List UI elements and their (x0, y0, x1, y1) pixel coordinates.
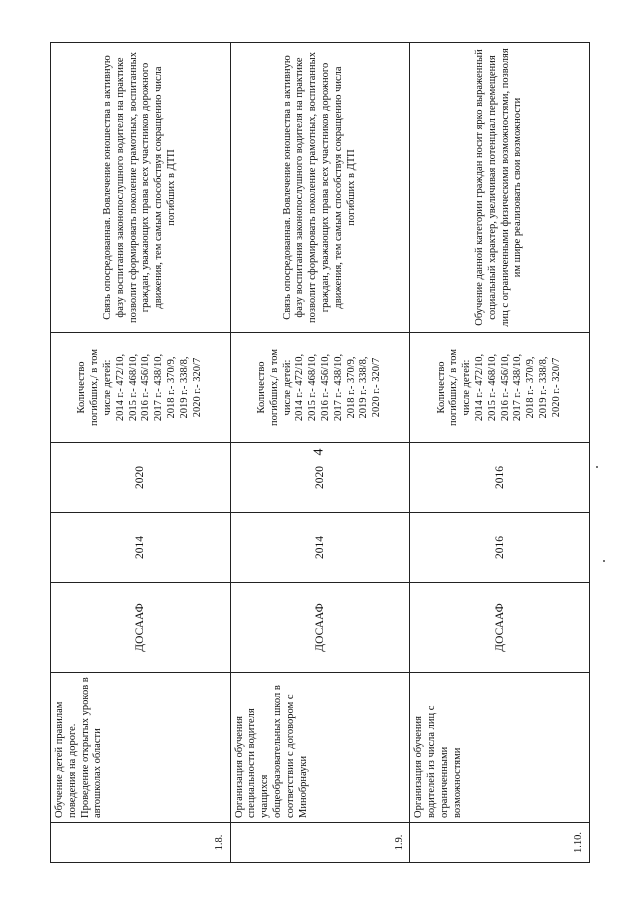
row-number: 1.10. (410, 822, 590, 862)
executor-cell: ДОСААФ (51, 582, 231, 672)
indicator-value: 2017 г.- 438/10, (153, 353, 165, 421)
indicator-value: 2020 г.- 320/7 (371, 357, 383, 417)
scan-speck (603, 560, 605, 562)
indicator-value: 2015 г.- 468/10, (127, 353, 139, 421)
description-cell: Обучение данной категории граждан носит ярко выраженный социальный характер, увеличивая потенциал перемещения лиц с ограниченными физическими возможностями, позволяя им шире реализовать свои возможности (410, 42, 590, 332)
indicator-value: 2014 г.- 472/10, (474, 353, 486, 421)
indicator-value: 2016 г.- 456/10, (319, 353, 331, 421)
table-row (410, 42, 590, 862)
start-year-cell: 2014 (51, 512, 231, 582)
table-row (230, 42, 410, 862)
page-number: 4 (311, 448, 327, 456)
description-cell: Связь опосредованная. Вовлечение юношества в активную фазу воспитания законопослушного водителя на практике позволит сформировать поколение грамотных, воспитанных граждан, уважающих права всех участников дорожного движения, тем самым способствуя сокращению числа погибших в ДТП (230, 42, 410, 332)
description-cell: Связь опосредованная. Вовлечение юношества в активную фазу воспитания законопослушного водителя на практике позволит сформировать поколение грамотных, воспитанных граждан, уважающих права всех участников дорожного движения, тем самым способствуя сокращению числа погибших в ДТП (51, 42, 231, 332)
scan-speck (596, 466, 598, 468)
indicator-value: 2019 г.- 338/8, (178, 355, 190, 419)
indicator-value: 2020 г.- 320/7 (191, 357, 203, 417)
event-cell: Организация обучения водителей из числа лиц с ограниченными возможностями (410, 672, 590, 822)
indicator-value: 2019 г.- 338/8, (358, 355, 370, 419)
indicator-cell (230, 332, 410, 442)
indicator-value: 2018 г.- 370/9, (165, 355, 177, 419)
indicator-value: 2020 г.- 320/7 (550, 357, 562, 417)
executor-cell: ДОСААФ (410, 582, 590, 672)
indicator-value: 2015 г.- 468/10, (486, 353, 498, 421)
measures-table (50, 42, 590, 863)
indicator-value: 2014 г.- 472/10, (294, 353, 306, 421)
indicator-value: 2018 г.- 370/9, (345, 355, 357, 419)
indicator-title: Количество погибших,/ в том числе детей: (76, 348, 113, 426)
indicator-value: 2015 г.- 468/10, (307, 353, 319, 421)
table-row (51, 42, 231, 862)
start-year-cell: 2016 (410, 512, 590, 582)
end-year-cell: 2016 (410, 442, 590, 512)
event-cell: Организация обучения специальности водителя учащихся общеобразовательных школ в соответствии с договором с Минобрнауки (230, 672, 410, 822)
end-year-cell: 2020 (230, 442, 410, 512)
end-year-cell: 2020 (51, 442, 231, 512)
indicator-value: 2017 г.- 438/10, (332, 353, 344, 421)
indicator-value: 2016 г.- 456/10, (140, 353, 152, 421)
row-number: 1.9. (230, 822, 410, 862)
indicator-cell (410, 332, 590, 442)
rotated-table-container (50, 43, 590, 863)
executor-cell: ДОСААФ (230, 582, 410, 672)
indicator-value: 2019 г.- 338/8, (538, 355, 550, 419)
indicator-value: 2017 г.- 438/10, (512, 353, 524, 421)
start-year-cell: 2014 (230, 512, 410, 582)
indicator-cell (51, 332, 231, 442)
event-cell: Обучение детей правилам поведения на дороге. Проведение открытых уроков в автошколах области (51, 672, 231, 822)
indicator-title: Количество погибших,/ в том числе детей: (435, 348, 473, 426)
row-number: 1.8. (51, 822, 231, 862)
indicator-value: 2014 г.- 472/10, (114, 353, 126, 421)
indicator-title: Количество погибших,/ в том числе детей: (256, 348, 293, 426)
indicator-value: 2016 г.- 456/10, (499, 353, 511, 421)
indicator-value: 2018 г.- 370/9, (525, 355, 537, 419)
